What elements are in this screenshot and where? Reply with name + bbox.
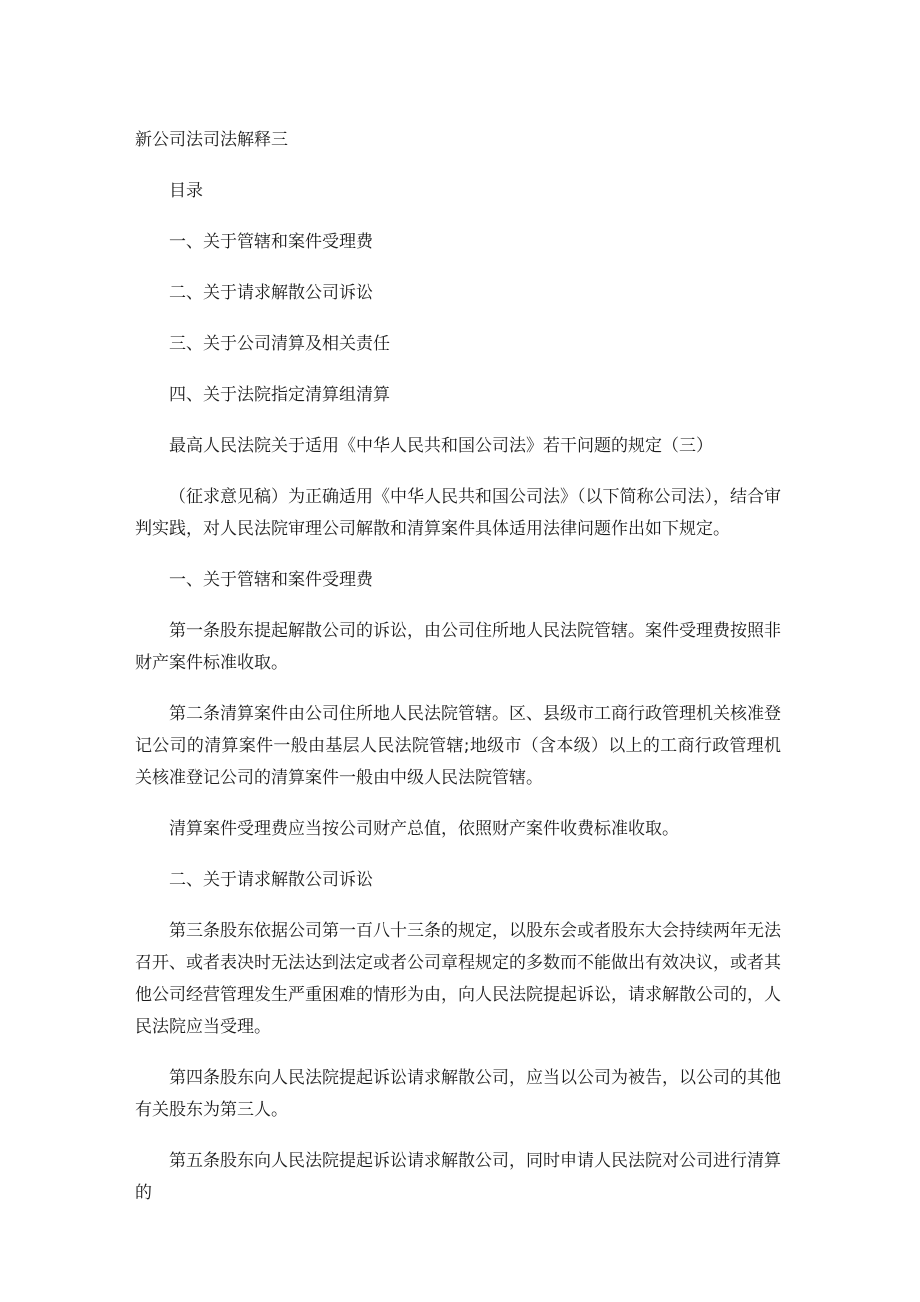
preamble-paragraph: （征求意见稿）为正确适用《中华人民共和国公司法》（以下简称公司法），结合审判实践，对人民法院审理公司解散和清算案件具体适用法律问题作出如下规定。	[135, 487, 781, 539]
article-paragraph: 第一条股东提起解散公司的诉讼，由公司住所地人民法院管辖。案件受理费按照非财产案件标准收取。	[135, 621, 781, 673]
article-paragraph: 第二条清算案件由公司住所地人民法院管辖。区、县级市工商行政管理机关核准登记公司的清算案件一般由基层人民法院管辖;地级市（含本级）以上的工商行政管理机关核准登记公司的清算案件一般由中级人民法院管辖。	[135, 704, 781, 788]
section-heading: 一、关于管辖和案件受理费	[169, 570, 373, 590]
toc-item: 三、关于公司清算及相关责任	[169, 334, 390, 354]
body-paragraph: 清算案件受理费应当按公司财产总值，依照财产案件收费标准收取。	[169, 819, 679, 839]
section-heading: 二、关于请求解散公司诉讼	[169, 870, 373, 890]
document-page	[135, 124, 781, 1228]
toc-item: 一、关于管辖和案件受理费	[169, 232, 373, 252]
regulation-title: 最高人民法院关于适用《中华人民共和国公司法》若干问题的规定（三）	[169, 436, 713, 456]
toc-item: 二、关于请求解散公司诉讼	[169, 283, 373, 303]
article-paragraph: 第四条股东向人民法院提起诉讼请求解散公司，应当以公司为被告，以公司的其他有关股东为第三人。	[135, 1068, 781, 1120]
toc-item: 四、关于法院指定清算组清算	[169, 385, 390, 405]
toc-heading: 目录	[169, 181, 203, 201]
document-title: 新公司法司法解释三	[135, 130, 288, 150]
article-paragraph: 第五条股东向人民法院提起诉讼请求解散公司，同时申请人民法院对公司进行清算的	[135, 1151, 781, 1203]
article-paragraph: 第三条股东依据公司第一百八十三条的规定，以股东会或者股东大会持续两年无法召开、或者表决时无法达到法定或者公司章程规定的多数而不能做出有效决议，或者其他公司经营管理发生严重困难的情形为由，向人民法院提起诉讼，请求解散公司的，人民法院应当受理。	[135, 921, 781, 1037]
